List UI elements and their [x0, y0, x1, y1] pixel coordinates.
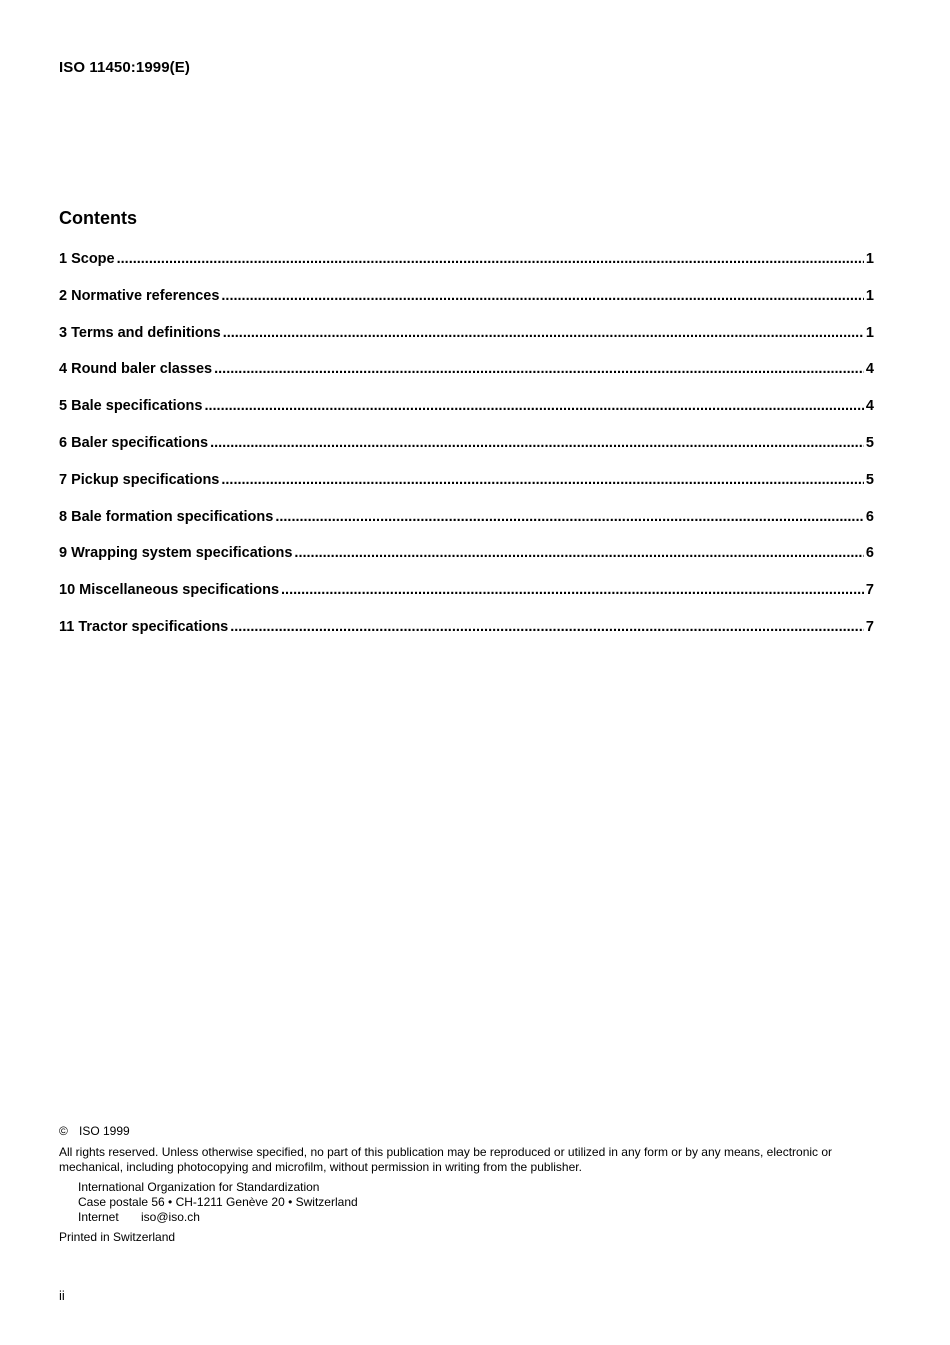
copyright-line — [59, 1124, 879, 1139]
toc-entry-page: 7 — [865, 618, 874, 635]
toc-entry-miscellaneous-specifications[interactable] — [59, 582, 874, 619]
toc-entry-wrapping-system-specifications[interactable] — [59, 545, 874, 582]
organization-name: International Organization for Standardization — [78, 1180, 320, 1194]
rights-statement: All rights reserved. Unless otherwise specified, no part of this publication may be reproduced or utilized in any form or by any means, electronic or mechanical, including photocopying and microfilm, without permission in writing from the publisher. — [59, 1145, 833, 1174]
internet-line — [78, 1210, 879, 1225]
toc-entry-page: 5 — [865, 434, 874, 451]
toc-entry-normative-references[interactable] — [59, 288, 874, 325]
toc-entry-baler-specifications[interactable] — [59, 435, 874, 472]
document-id: ISO 11450:1999(E) — [59, 59, 190, 76]
toc-entry-page: 7 — [865, 582, 874, 599]
toc-entry-page: 4 — [865, 361, 874, 378]
toc-entry-tractor-specifications[interactable] — [59, 619, 874, 656]
toc-dot-leader — [204, 398, 863, 414]
contents-heading: Contents — [59, 208, 137, 228]
toc-entry-terms-and-definitions[interactable] — [59, 325, 874, 362]
toc-entry-label: 2 Normative references — [59, 287, 220, 304]
toc-dot-leader — [223, 325, 864, 341]
toc-entry-bale-specifications[interactable] — [59, 398, 874, 435]
toc-dot-leader — [221, 288, 864, 304]
toc-dot-leader — [210, 435, 864, 451]
page-number: ii — [59, 1288, 65, 1303]
toc-dot-leader — [214, 361, 864, 377]
copyright-symbol: © — [59, 1124, 68, 1138]
toc-dot-leader — [275, 509, 864, 525]
internet-email[interactable]: iso@iso.ch — [141, 1210, 200, 1224]
toc-entry-label: 11 Tractor specifications — [59, 618, 229, 635]
toc-entry-pickup-specifications[interactable] — [59, 472, 874, 509]
toc-entry-label: 6 Baler specifications — [59, 434, 209, 451]
toc-dot-leader — [117, 251, 864, 267]
toc-entry-page: 5 — [865, 471, 874, 488]
printed-location: Printed in Switzerland — [59, 1230, 176, 1244]
toc-entry-label: 10 Miscellaneous specifications — [59, 582, 280, 599]
toc-entry-label: 9 Wrapping system specifications — [59, 545, 293, 562]
toc-entry-page: 6 — [865, 545, 874, 562]
toc-entry-page: 4 — [865, 398, 874, 415]
internet-label: Internet — [78, 1210, 119, 1224]
toc-dot-leader — [281, 582, 864, 598]
toc-entry-page: 1 — [865, 251, 874, 267]
toc-entry-label: 7 Pickup specifications — [59, 471, 220, 488]
toc-dot-leader — [294, 545, 864, 561]
toc-entry-scope[interactable] — [59, 251, 874, 288]
toc-entry-label: 5 Bale specifications — [59, 398, 203, 415]
toc-entry-label: 1 Scope — [59, 251, 115, 267]
copyright-block — [59, 1124, 879, 1245]
toc-dot-leader — [221, 472, 864, 488]
table-of-contents — [59, 251, 874, 656]
toc-entry-page: 1 — [865, 324, 874, 341]
toc-entry-page: 6 — [865, 508, 874, 525]
publisher-address — [78, 1180, 879, 1225]
postal-address: Case postale 56 • CH-1211 Genève 20 • Switzerland — [78, 1195, 358, 1209]
toc-entry-bale-formation-specifications[interactable] — [59, 509, 874, 546]
toc-entry-page: 1 — [865, 287, 874, 304]
toc-entry-round-baler-classes[interactable] — [59, 361, 874, 398]
toc-entry-label: 3 Terms and definitions — [59, 324, 221, 341]
toc-dot-leader — [230, 619, 864, 635]
toc-entry-label: 4 Round baler classes — [59, 361, 213, 378]
copyright-notice: ISO 1999 — [79, 1124, 130, 1138]
toc-entry-label: 8 Bale formation specifications — [59, 508, 274, 525]
